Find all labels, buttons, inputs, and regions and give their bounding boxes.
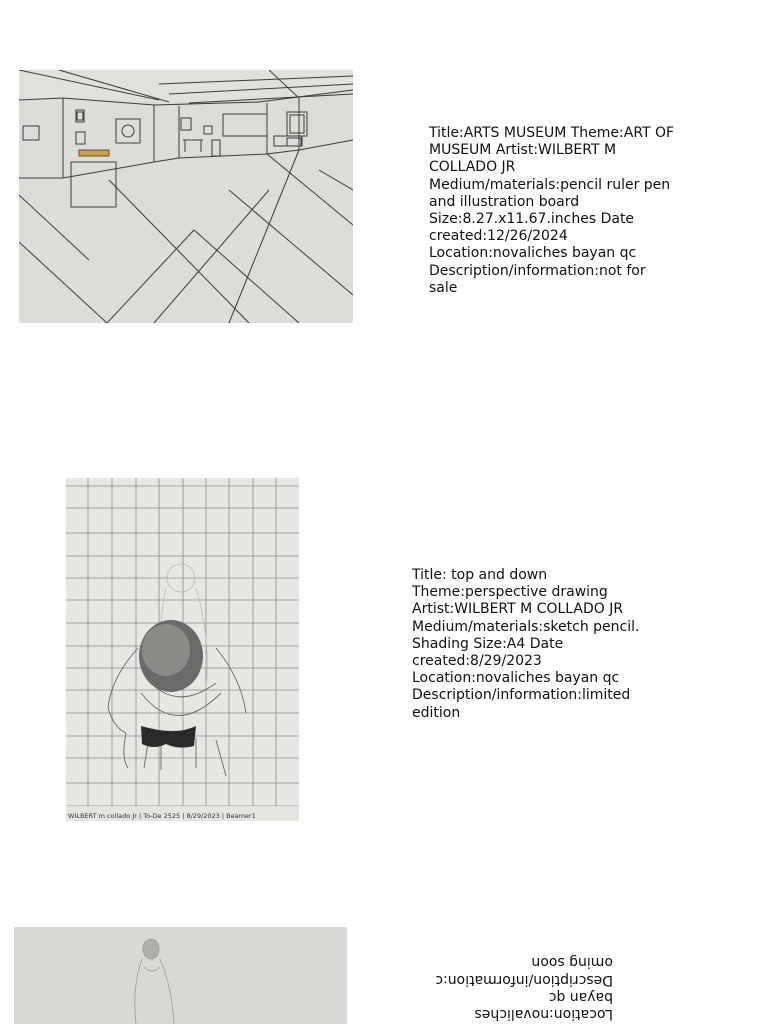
caption-line: sale bbox=[429, 279, 458, 296]
caption-line: and illustration board bbox=[429, 193, 580, 210]
artwork-caption-arts-museum bbox=[429, 125, 691, 297]
caption-line: Title:ARTS MUSEUM Theme:ART OF bbox=[429, 125, 675, 141]
caption-line: Description/information:limited bbox=[412, 687, 631, 704]
caption-line: Description/information:c bbox=[435, 971, 613, 988]
caption-line: created:12/26/2024 bbox=[429, 228, 568, 245]
caption-line: Theme:perspective drawing bbox=[412, 584, 608, 601]
caption-line: Medium/materials:pencil ruler pen bbox=[429, 176, 671, 193]
caption-line: MUSEUM Artist:WILBERT M bbox=[429, 142, 617, 159]
caption-line: edition bbox=[412, 704, 461, 721]
third-artwork-drawing bbox=[14, 927, 347, 1024]
caption-line: bayan qc bbox=[548, 988, 613, 1005]
signature-strip-text: WILBERT m collado Jr | To-De 2525 | 8/29/2023 | Beamer1 bbox=[68, 812, 256, 820]
artwork-image-third bbox=[14, 927, 347, 1024]
caption-line: oming soon bbox=[531, 954, 613, 971]
arts-museum-drawing bbox=[19, 70, 353, 323]
artwork-image-top-and-down bbox=[66, 478, 299, 821]
artwork-image-arts-museum bbox=[19, 70, 353, 323]
caption-line: Location:novaliches bbox=[474, 1005, 613, 1022]
caption-line: COLLADO JR bbox=[429, 159, 516, 176]
top-and-down-drawing bbox=[66, 478, 299, 821]
artwork-caption-top-and-down bbox=[412, 567, 662, 722]
caption-line: Location:novaliches bayan qc bbox=[412, 670, 620, 687]
caption-line: created:8/29/2023 bbox=[412, 653, 542, 670]
caption-line: Medium/materials:sketch pencil. bbox=[412, 618, 640, 635]
artwork-caption-third bbox=[418, 953, 613, 1022]
caption-line: Title: top and down bbox=[412, 567, 548, 583]
caption-line: Shading Size:A4 Date bbox=[412, 635, 564, 652]
caption-line: Location:novaliches bayan qc bbox=[429, 245, 637, 262]
caption-line: Description/information:not for bbox=[429, 262, 646, 279]
caption-line: Size:8.27.x11.67.inches Date bbox=[429, 211, 635, 228]
caption-line: Artist:WILBERT M COLLADO JR bbox=[412, 601, 624, 618]
